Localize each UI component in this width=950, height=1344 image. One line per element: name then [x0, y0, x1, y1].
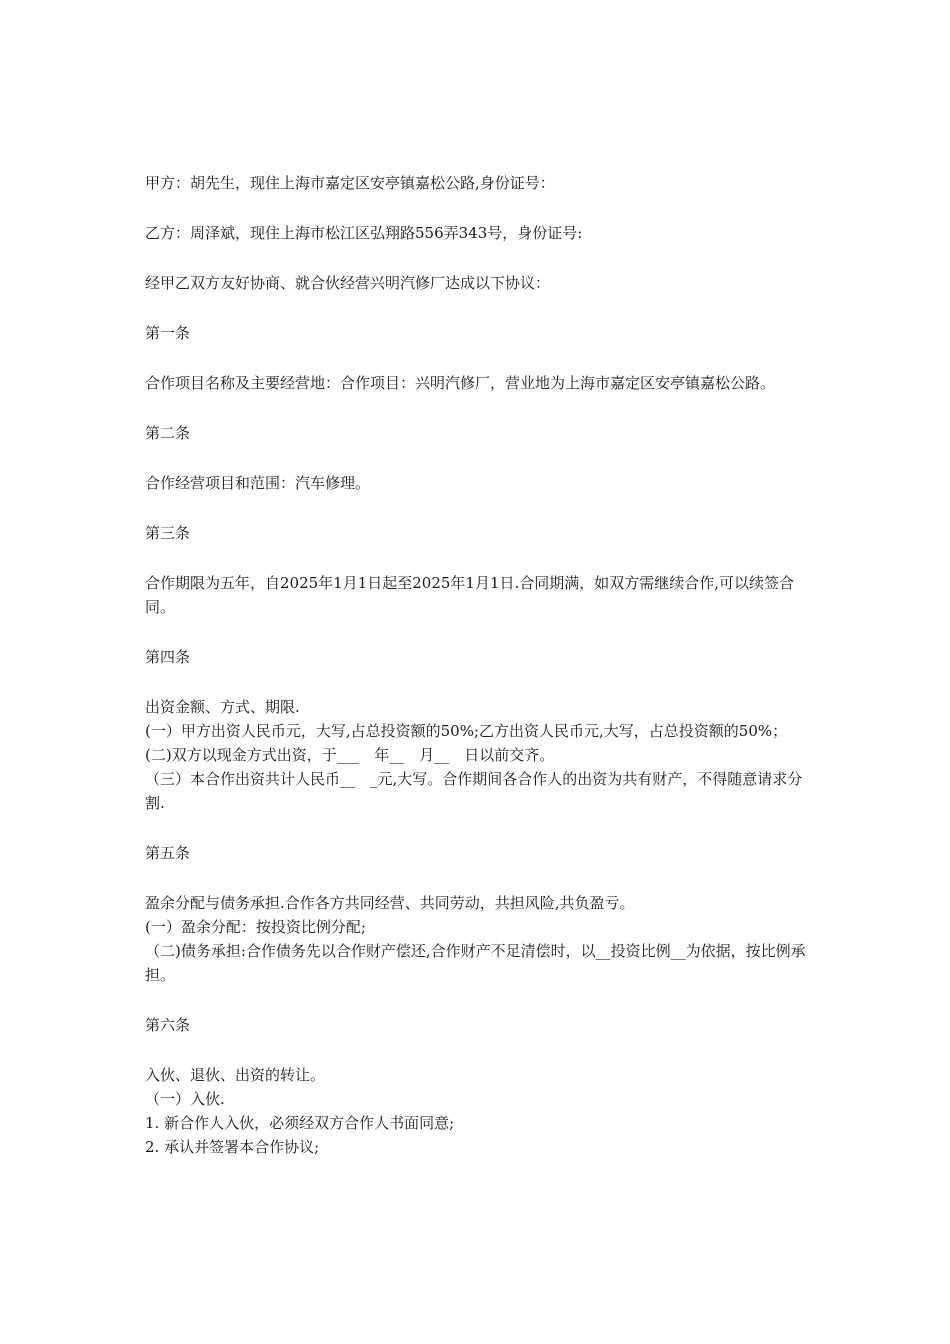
intro-line: 经甲乙双方友好协商、就合伙经营兴明汽修厂达成以下协议： — [145, 274, 551, 292]
article-4-body — [145, 695, 815, 815]
article-4-heading: 第四条 — [145, 648, 191, 666]
article-5-heading: 第五条 — [145, 844, 191, 862]
article-6-body — [145, 1063, 815, 1159]
article-5-line: 盈余分配与债务承担.合作各方共同经营、共同劳动，共担风险,共负盈亏。 — [145, 894, 635, 912]
article-6-line: 入伙、退伙、出资的转让。 — [145, 1066, 326, 1084]
article-3-body — [145, 571, 815, 619]
article-5-line: （二)债务承担:合作债务先以合作财产偿还,合作财产不足清偿时，以__投资比例__为依据，按比例承担。 — [145, 942, 806, 984]
article-1-body — [145, 371, 815, 395]
article-1-heading: 第一条 — [145, 324, 191, 342]
article-4-line: （三）本合作出资共计人民币__ _元,大写。合作期间各合作人的出资为共有财产，不得随意请求分割. — [145, 770, 803, 812]
article-4-line: (一）甲方出资人民币元，大写,占总投资额的50%;乙方出资人民币元,大写，占总投资额的50%； — [145, 722, 788, 740]
article-3-heading: 第三条 — [145, 524, 191, 542]
contract-document — [145, 171, 815, 1185]
article-5-body — [145, 891, 815, 987]
party-b-line: 乙方：周泽斌，现住上海市松江区弘翔路556弄343号，身份证号: — [145, 224, 583, 242]
article-6-heading: 第六条 — [145, 1016, 191, 1034]
article-5-line: (一）盈余分配：按投资比例分配; — [145, 918, 366, 936]
article-6-line: （一）入伙. — [145, 1090, 225, 1108]
article-4-line: 出资金额、方式、期限. — [145, 698, 300, 716]
article-3-line: 合作期限为五年，自2025年1月1日起至2025年1月1日.合同期满，如双方需继续合作,可以续签合同。 — [145, 574, 795, 616]
article-2-line: 合作经营项目和范围：汽车修理。 — [145, 474, 371, 492]
article-1-line: 合作项目名称及主要经营地：合作项目：兴明汽修厂，营业地为上海市嘉定区安亭镇嘉松公路。 — [145, 374, 776, 392]
article-4-line: (二)双方以现金方式出资，于___ 年__ 月__ 日以前交齐。 — [145, 746, 555, 764]
article-6-line: 2. 承认并签署本合作协议; — [145, 1138, 320, 1156]
article-2-heading: 第二条 — [145, 424, 191, 442]
party-a-line: 甲方：胡先生，现住上海市嘉定区安亭镇嘉松公路,身份证号： — [145, 174, 555, 192]
article-6-line: 1. 新合作人入伙，必须经双方合作人书面同意; — [145, 1114, 455, 1132]
article-2-body — [145, 471, 815, 495]
